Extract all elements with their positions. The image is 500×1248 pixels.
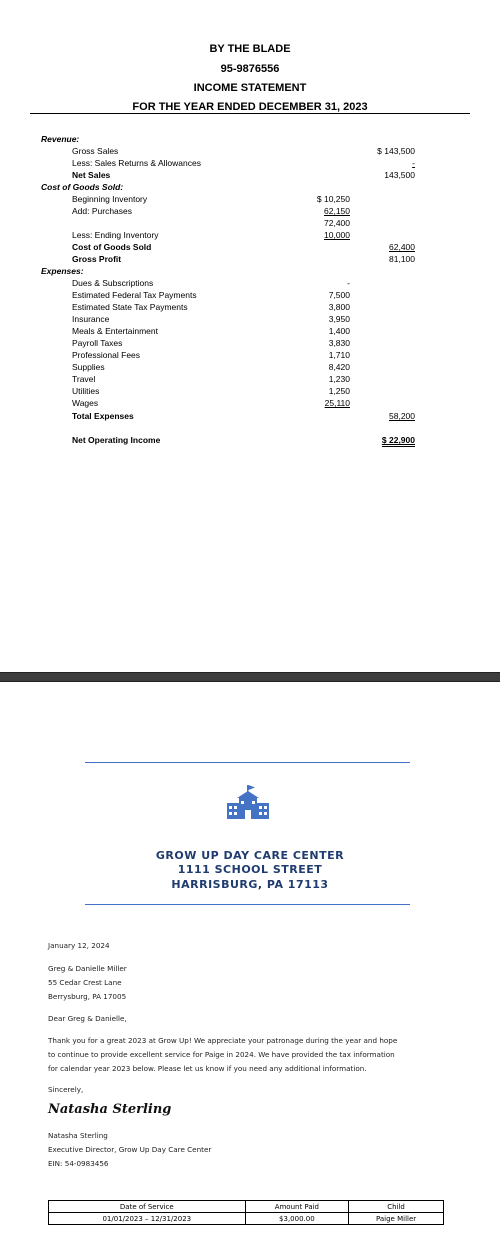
total-expenses-value: 58,200 — [389, 411, 415, 421]
body-line: to continue to provide excellent service for Paige in 2024. We have provided the tax information — [48, 1050, 395, 1059]
expense-value: 1,230 — [328, 374, 350, 384]
net-operating-income-label: Net Operating Income — [72, 435, 161, 445]
org-city: HARRISBURG, PA 17113 — [171, 878, 329, 891]
net-sales-label: Net Sales — [72, 170, 111, 180]
table-header: Date of Service — [49, 1201, 246, 1213]
company-ein: 95-9876556 — [220, 63, 280, 75]
service-table — [48, 1200, 444, 1225]
expense-label: Utilities — [72, 386, 100, 396]
expense-label: Professional Fees — [72, 350, 141, 360]
body-line: for calendar year 2023 below. Please let us know if you need any additional information. — [48, 1064, 367, 1073]
begin-inventory-label: Beginning Inventory — [72, 194, 148, 204]
table-cell: $3,000.00 — [245, 1213, 349, 1225]
cogs-total-value: 62,400 — [389, 242, 415, 252]
closing: Sincerely, — [48, 1085, 84, 1094]
signature: Natasha Sterling — [48, 1102, 172, 1117]
expense-label: Travel — [72, 374, 96, 384]
recipient-city: Berrysburg, PA 17005 — [48, 992, 127, 1001]
gross-sales-value: $ 143,500 — [377, 146, 415, 156]
revenue-heading: Revenue: — [41, 134, 80, 144]
expense-value: 8,420 — [328, 362, 350, 372]
net-sales-value: 143,500 — [384, 170, 415, 180]
expense-label: Estimated Federal Tax Payments — [72, 290, 197, 300]
expenses-heading: Expenses: — [41, 266, 84, 276]
expense-value: 7,500 — [328, 290, 350, 300]
expense-label: Payroll Taxes — [72, 338, 123, 348]
expense-label: Insurance — [72, 314, 110, 324]
table-header-row — [49, 1201, 444, 1213]
begin-inventory-value: $ 10,250 — [316, 194, 350, 204]
header-rule — [30, 113, 470, 114]
expense-value: 1,710 — [328, 350, 350, 360]
gross-sales-label: Gross Sales — [72, 146, 119, 156]
expense-label: Dues & Subscriptions — [72, 278, 154, 288]
purchases-label: Add: Purchases — [72, 206, 133, 216]
recipient-name: Greg & Danielle Miller — [48, 964, 127, 973]
expense-value: 1,250 — [328, 386, 350, 396]
org-name: GROW UP DAY CARE CENTER — [155, 849, 345, 862]
greeting: Dear Greg & Danielle, — [48, 1014, 127, 1023]
bottom-rule — [85, 904, 410, 905]
signer-name: Natasha Sterling — [48, 1131, 108, 1140]
expense-label: Supplies — [72, 362, 105, 372]
returns-value: - — [412, 158, 415, 168]
daycare-letter-page — [0, 682, 500, 1248]
page-separator — [0, 672, 500, 682]
expense-label: Estimated State Tax Payments — [72, 302, 188, 312]
inventory-subtotal: 72,400 — [324, 218, 350, 228]
expense-value: 3,800 — [328, 302, 350, 312]
returns-label: Less: Sales Returns & Allowances — [72, 158, 201, 168]
signer-title: Executive Director, Grow Up Day Care Center — [48, 1145, 212, 1154]
body-line: Thank you for a great 2023 at Grow Up! We appreciate your patronage during the year and hope — [48, 1036, 398, 1045]
total-expenses-label: Total Expenses — [72, 411, 134, 421]
statement-period: FOR THE YEAR ENDED DECEMBER 31, 2023 — [132, 101, 368, 113]
cogs-total-label: Cost of Goods Sold — [72, 242, 152, 252]
table-row — [49, 1213, 444, 1225]
expense-value: 3,830 — [328, 338, 350, 348]
end-inventory-label: Less: Ending Inventory — [72, 230, 159, 240]
net-operating-income-value: $ 22,900 — [381, 435, 415, 445]
table-header: Child — [349, 1201, 444, 1213]
org-street: 1111 SCHOOL STREET — [177, 863, 323, 876]
company-name: BY THE BLADE — [209, 43, 291, 55]
cogs-heading: Cost of Goods Sold: — [41, 182, 124, 192]
expense-label: Wages — [72, 398, 99, 408]
top-rule — [85, 762, 410, 763]
recipient-street: 55 Cedar Crest Lane — [48, 978, 122, 987]
statement-title: INCOME STATEMENT — [193, 82, 307, 94]
expense-label: Meals & Entertainment — [72, 326, 158, 336]
expense-value: 3,950 — [328, 314, 350, 324]
table-cell: Paige Miller — [349, 1213, 444, 1225]
school-building-icon — [226, 785, 270, 821]
gross-profit-label: Gross Profit — [72, 254, 122, 264]
purchases-value: 62,150 — [324, 206, 350, 216]
expense-value: 25,110 — [324, 398, 350, 408]
expense-value: 1,400 — [328, 326, 350, 336]
letter-date: January 12, 2024 — [48, 941, 110, 950]
gross-profit-value: 81,100 — [389, 254, 415, 264]
table-cell: 01/01/2023 – 12/31/2023 — [49, 1213, 246, 1225]
expense-value: - — [347, 278, 350, 288]
signer-ein: EIN: 54-0983456 — [48, 1159, 109, 1168]
end-inventory-value: 10,000 — [324, 230, 350, 240]
table-header: Amount Paid — [245, 1201, 349, 1213]
